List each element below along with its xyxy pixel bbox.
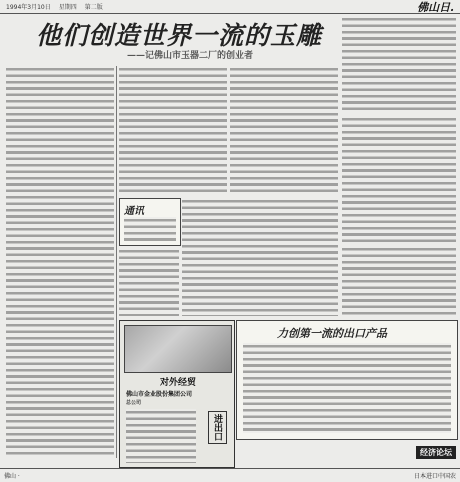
ad-sub: 总公司	[126, 400, 142, 406]
article-column-5	[182, 198, 338, 316]
advertisement	[119, 320, 235, 468]
article-column-4	[342, 116, 456, 242]
article-column-2	[119, 66, 227, 196]
ad-tagline: 对外经贸	[160, 378, 197, 388]
article-column-1	[6, 66, 114, 458]
feature-box-title: 力创第一流的出口产品	[277, 327, 387, 340]
feature-box	[236, 320, 458, 440]
sidebar-box	[119, 198, 181, 246]
article-column-3	[230, 66, 338, 196]
article-column-6	[119, 248, 179, 316]
article-column-7	[342, 246, 456, 316]
main-headline: 他们创造世界一流的玉雕	[36, 21, 323, 50]
ad-text	[126, 409, 196, 463]
column-divider	[116, 66, 117, 458]
feature-box-text	[243, 343, 451, 433]
footer-right: 日本进口中国农	[413, 473, 456, 480]
sidebar-box-text	[124, 217, 176, 241]
main-subheadline: ——记佛山市玉器二厂的创业者	[126, 51, 253, 61]
sidebar-box-title: 通讯	[124, 206, 144, 217]
ad-stamp: 进出口	[208, 411, 227, 444]
issue-date: 1994年3月10日	[6, 4, 51, 11]
masthead	[0, 0, 460, 14]
footer	[0, 468, 460, 482]
footer-left: 佛山 ·	[4, 473, 20, 480]
paper-name: 佛山日.	[417, 0, 454, 14]
dateline	[6, 2, 103, 11]
ad-company: 佛山市金业股份集团公司	[126, 391, 193, 398]
ad-photo	[124, 325, 232, 373]
bottom-badge: 经济论坛	[416, 446, 456, 459]
page-number: 第二版	[84, 4, 103, 11]
issue-weekday: 星期四	[58, 4, 77, 11]
article-column-top-right	[342, 16, 456, 112]
